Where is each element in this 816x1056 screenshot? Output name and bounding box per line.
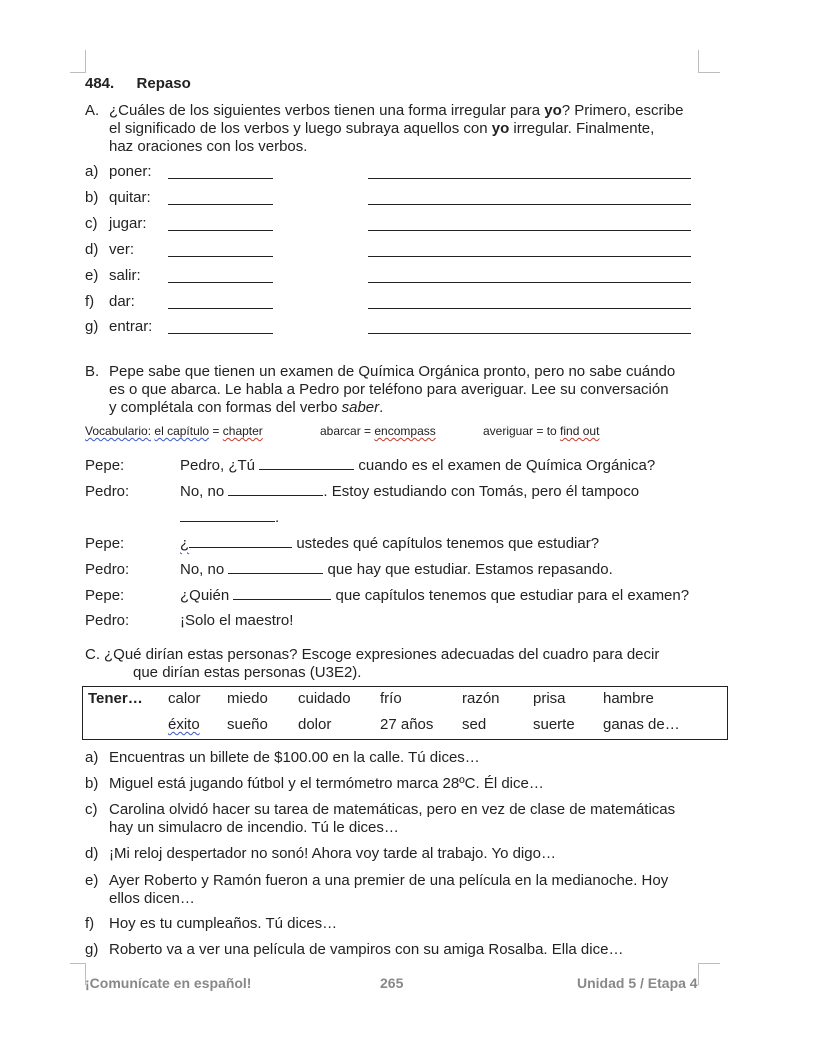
table-cell: razón xyxy=(462,690,500,707)
dialogue-line xyxy=(180,587,689,604)
meaning-blank[interactable] xyxy=(168,282,273,283)
list-item-letter: f) xyxy=(85,915,95,932)
section-c-instructions-line-1: ¿Qué dirían estas personas? Escoge expresiones adecuadas del cuadro para decir xyxy=(104,646,660,663)
section-a-instructions-line-2 xyxy=(109,120,654,137)
answer-blank[interactable] xyxy=(259,457,354,470)
sentence-blank[interactable] xyxy=(368,178,691,179)
footer-left: ¡Comunícate en español! xyxy=(85,975,252,991)
crop-mark-bottom-right-h xyxy=(698,963,720,964)
list-item-text: ¡Mi reloj despertador no sonó! Ahora voy tarde al trabajo. Yo digo… xyxy=(109,845,556,862)
dialogue-line xyxy=(180,457,655,474)
list-item-letter: e) xyxy=(85,872,99,889)
dialogue-text: ¿Quién xyxy=(180,587,234,604)
list-item-text: Carolina olvidó hacer su tarea de matemáticas, pero en vez de clase de matemáticas xyxy=(109,801,676,818)
instr-text: . xyxy=(379,399,384,416)
dialogue-text: ustedes qué capítulos tenemos que estudiar? xyxy=(292,535,600,552)
sentence-blank[interactable] xyxy=(368,230,691,231)
crop-mark-bottom-left-h xyxy=(70,963,86,964)
verb-label: jugar: xyxy=(109,215,147,232)
list-item-letter: d) xyxy=(85,845,99,862)
speaker-label: Pedro: xyxy=(85,612,130,629)
dialogue-line xyxy=(180,535,599,552)
table-cell: suerte xyxy=(533,716,575,733)
table-header: Tener… xyxy=(88,690,143,707)
dialogue-text: No, no xyxy=(180,561,229,578)
sentence-blank[interactable] xyxy=(368,256,691,257)
instr-text: irregular. Finalmente, xyxy=(509,120,655,137)
dialogue-text: Pedro, ¿Tú xyxy=(180,457,260,474)
section-c-instructions-line-2: que dirían estas personas (U3E2). xyxy=(133,664,362,681)
instr-text: ¿Cuáles de los siguientes verbos tienen una forma irregular para xyxy=(109,102,545,119)
list-item-letter: b) xyxy=(85,189,99,206)
crop-mark-top-left-h xyxy=(70,72,86,73)
answer-blank[interactable] xyxy=(180,509,275,522)
exercise-title: Repaso xyxy=(136,75,191,92)
verb-label: dar: xyxy=(109,293,135,310)
list-item-text: Roberto va a ver una película de vampiros con su amiga Rosalba. Ella dice… xyxy=(109,941,624,958)
sentence-blank[interactable] xyxy=(368,282,691,283)
list-item-letter: e) xyxy=(85,267,99,284)
table-cell: miedo xyxy=(227,690,268,707)
instr-text: ? Primero, escribe xyxy=(561,102,684,119)
answer-blank[interactable] xyxy=(189,535,292,548)
list-item-text-cont: hay un simulacro de incendio. Tú le dices… xyxy=(109,819,399,836)
meaning-blank[interactable] xyxy=(168,333,273,334)
instr-text: y complétala con formas del verbo xyxy=(109,399,342,416)
table-cell: frío xyxy=(380,690,402,707)
answer-blank[interactable] xyxy=(228,483,323,496)
list-item-letter: f) xyxy=(85,293,95,310)
instr-bold: yo xyxy=(491,120,510,137)
speaker-label: Pedro: xyxy=(85,561,130,578)
dialogue-text: . Estoy estudiando con Tomás, pero él tampoco xyxy=(323,483,640,500)
list-item-letter: d) xyxy=(85,241,99,258)
section-b-instructions-line-1: Pepe sabe que tienen un examen de Química Orgánica pronto, pero no sabe cuándo xyxy=(109,363,676,380)
dialogue-line xyxy=(180,483,639,500)
table-cell: ganas de… xyxy=(603,716,680,733)
crop-mark-bottom-right-v xyxy=(698,963,699,985)
vocab-item-3 xyxy=(483,424,599,438)
instr-bold: yo xyxy=(544,102,562,119)
crop-mark-top-left-v xyxy=(85,50,86,72)
dialogue-line xyxy=(180,509,279,526)
dialogue-text: . xyxy=(275,509,280,526)
vocab-label: Vocabulario: xyxy=(85,424,152,438)
list-item-text-cont: ellos dicen… xyxy=(109,890,195,907)
speaker-label: Pepe: xyxy=(85,535,125,552)
verb-label: ver: xyxy=(109,241,135,258)
section-b-letter: B. xyxy=(85,363,100,380)
section-a-letter: A. xyxy=(85,102,100,119)
footer-page-number: 265 xyxy=(380,975,404,991)
vocab-term-1: el capítulo xyxy=(154,424,210,438)
meaning-blank[interactable] xyxy=(168,230,273,231)
meaning-blank[interactable] xyxy=(168,178,273,179)
dialogue-line xyxy=(180,561,613,578)
answer-blank[interactable] xyxy=(228,561,323,574)
speaker-label: Pepe: xyxy=(85,457,125,474)
dialogue-text: que hay que estudiar. Estamos repasando. xyxy=(323,561,613,578)
vocab-def-3: find out xyxy=(560,424,600,438)
speaker-label: Pepe: xyxy=(85,587,125,604)
dialogue-text: que capítulos tenemos que estudiar para el examen? xyxy=(331,587,690,604)
vocab-term-2: abarcar = xyxy=(320,424,375,438)
sentence-blank[interactable] xyxy=(368,333,691,334)
vocabulary-line xyxy=(85,424,263,438)
dialogue-text: No, no xyxy=(180,483,229,500)
table-cell: sueño xyxy=(227,716,268,733)
vocab-def-2: encompass xyxy=(374,424,436,438)
list-item-letter: c) xyxy=(85,801,98,818)
section-c-letter: C. xyxy=(85,646,100,663)
meaning-blank[interactable] xyxy=(168,256,273,257)
table-cell: calor xyxy=(168,690,201,707)
section-b-instructions-line-3 xyxy=(109,399,383,416)
table-cell: dolor xyxy=(298,716,332,733)
page-title xyxy=(85,75,191,92)
vocab-term-3: averiguar = to xyxy=(483,424,561,438)
list-item-letter: c) xyxy=(85,215,98,232)
meaning-blank[interactable] xyxy=(168,204,273,205)
dialogue-line: ¡Solo el maestro! xyxy=(180,612,294,629)
table-cell: cuidado xyxy=(298,690,351,707)
verb-label: quitar: xyxy=(109,189,151,206)
crop-mark-top-right-h xyxy=(698,72,720,73)
crop-mark-top-right-v xyxy=(698,50,699,72)
footer-right: Unidad 5 / Etapa 4 xyxy=(577,975,698,991)
list-item-letter: g) xyxy=(85,941,99,958)
table-cell: 27 años xyxy=(380,716,434,733)
vocab-eq-1: = xyxy=(209,424,223,438)
list-item-text: Encuentras un billete de $100.00 en la calle. Tú dices… xyxy=(109,749,480,766)
list-item-letter: b) xyxy=(85,775,99,792)
table-cell: éxito xyxy=(168,716,200,733)
instr-text: el significado de los verbos y luego subraya aquellos con xyxy=(109,120,492,137)
list-item-text: Hoy es tu cumpleaños. Tú dices… xyxy=(109,915,338,932)
dialogue-text: ¿ xyxy=(180,535,190,552)
sentence-blank[interactable] xyxy=(368,204,691,205)
answer-blank[interactable] xyxy=(233,587,331,600)
sentence-blank[interactable] xyxy=(368,308,691,309)
list-item-letter: a) xyxy=(85,163,99,180)
list-item-text: Ayer Roberto y Ramón fueron a una premier de una película en la medianoche. Hoy xyxy=(109,872,669,889)
list-item-letter: a) xyxy=(85,749,99,766)
verb-label: entrar: xyxy=(109,318,153,335)
dialogue-text: cuando es el examen de Química Orgánica? xyxy=(354,457,656,474)
section-a-instructions-line-3: haz oraciones con los verbos. xyxy=(109,138,308,155)
verb-label: poner: xyxy=(109,163,152,180)
instr-italic: saber xyxy=(341,399,380,416)
speaker-label: Pedro: xyxy=(85,483,130,500)
verb-label: salir: xyxy=(109,267,141,284)
vocab-item-2 xyxy=(320,424,436,438)
vocab-def-1: chapter xyxy=(222,424,263,438)
exercise-number: 484. xyxy=(85,75,115,92)
section-b-instructions-line-2: es o que abarca. Le habla a Pedro por teléfono para averiguar. Lee su conversación xyxy=(109,381,669,398)
section-a-instructions-line-1 xyxy=(109,102,683,119)
table-cell: hambre xyxy=(603,690,654,707)
list-item-text: Miguel está jugando fútbol y el termómetro marca 28ºC. Él dice… xyxy=(109,775,544,792)
table-cell: prisa xyxy=(533,690,566,707)
table-cell: sed xyxy=(462,716,487,733)
list-item-letter: g) xyxy=(85,318,99,335)
meaning-blank[interactable] xyxy=(168,308,273,309)
